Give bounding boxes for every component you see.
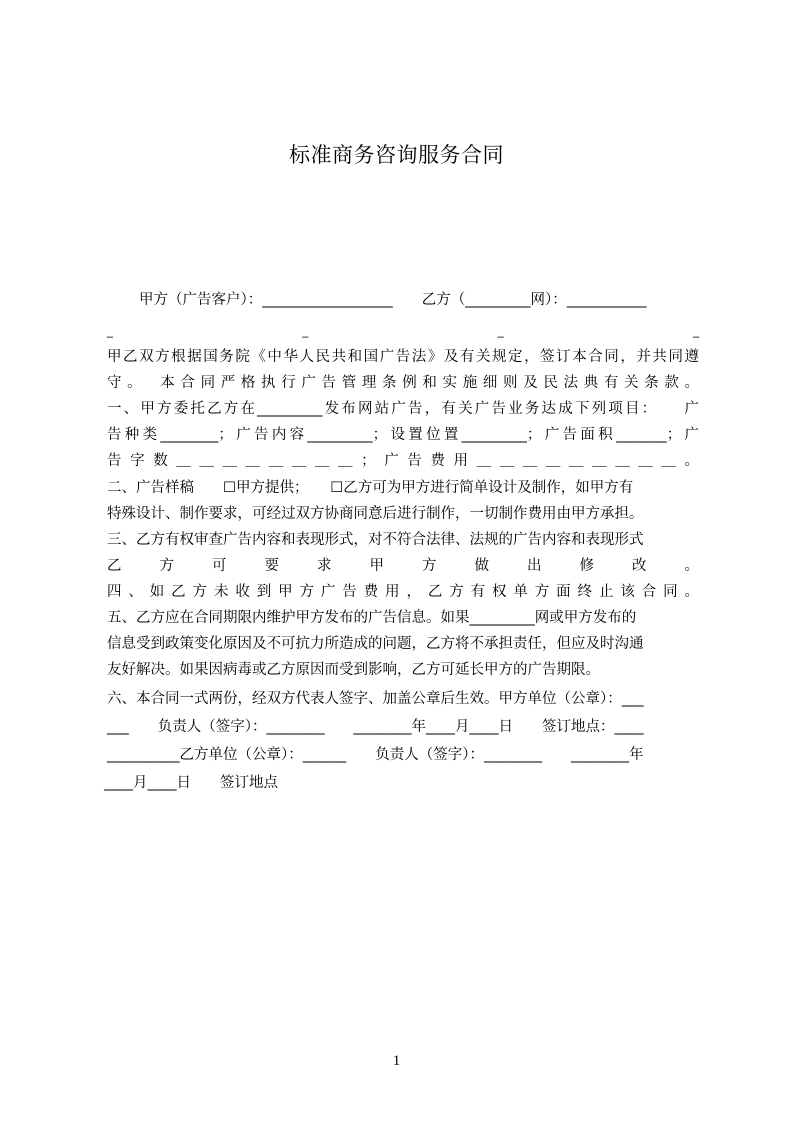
document-title: 标准商务咨询服务合同: [289, 143, 504, 167]
clause-3-line: 乙方可要求甲方做出修改。: [107, 558, 699, 574]
page-number: 1: [392, 1053, 401, 1069]
clause-5-line: 五、乙方应在合同期限内维护甲方发布的广告信息。如果_________网或甲方发布的: [107, 610, 637, 626]
clause-3-line: 三、乙方有权审查广告内容和表现形式，对不符合法律、法规的广告内容和表现形式: [107, 532, 644, 548]
clause-2-line: 二、广告样稿 ☐甲方提供； ☐乙方可为甲方进行简单设计及制作，如甲方有: [107, 480, 634, 496]
body-line: 甲乙双方根据国务院《中华人民共和国广告法》及有关规定，签订本合同，并共同遵: [107, 349, 699, 365]
clause-5-line: 友好解决。如果因病毒或乙方原因而受到影响，乙方可延长甲方的广告期限。: [107, 662, 600, 678]
clause-6-line: 六、本合同一式两份，经双方代表人签字、加盖公章后生效。甲方单位（公章）：___: [107, 691, 644, 707]
clause-1-line: 告字数＿＿＿＿＿＿＿＿；广告费用＿＿＿＿＿＿＿＿＿。: [107, 453, 699, 469]
signature-line: ___ 负责人（签字）：________ ________年____月____日 签订地点：____: [107, 719, 644, 735]
clause-4-line: 四、如乙方未收到甲方广告费用，乙方有权单方面终止该合同。: [107, 584, 699, 600]
clause-1-line: 告种类________；广告内容_________；设置位置_________；广告面积_______；广: [107, 427, 699, 443]
clause-2-line: 特殊设计、制作要求，可经过双方协商同意后进行制作，一切制作费用由甲方承担。: [107, 506, 644, 522]
clause-5-line: 信息受到政策变化原因及不可抗力所造成的问题，乙方将不承担责任，但应及时沟通: [107, 636, 644, 652]
signature-line: ____月____日 签订地点: [104, 775, 278, 791]
blank-underline-line: _ _ _ _: [107, 324, 699, 338]
clause-1-line: 一、甲方委托乙方在_________发布网站广告，有关广告业务达成下列项目： 广: [107, 401, 699, 417]
party-info-line: 甲方（广告客户）：__________________ 乙方（_________网）：___________: [139, 292, 647, 308]
body-line: 守。 本合同严格执行广告管理条例和实施细则及民法典有关条款。: [107, 375, 699, 391]
signature-line: __________乙方单位（公章）：______ 负责人（签字）：________ ________年: [107, 747, 644, 763]
